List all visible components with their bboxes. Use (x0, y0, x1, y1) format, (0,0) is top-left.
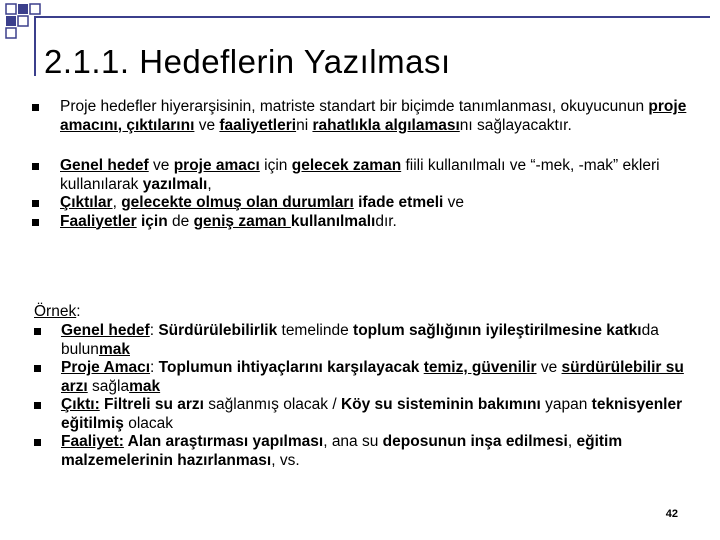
square-bullet-icon (32, 219, 39, 226)
text-segment: Proje hedefler hiyerarşisinin, matriste standart bir biçimde tanımlanması, okuyucunun (60, 98, 649, 115)
text-segment: Genel hedef (61, 322, 150, 339)
top-rule (34, 16, 710, 18)
text-segment: Çıktılar (60, 194, 113, 211)
text-segment: ve (443, 194, 465, 211)
text-segment: proje amacı (173, 157, 260, 174)
text-segment: ve (194, 116, 220, 134)
square-bullet-icon (34, 328, 41, 335)
text-segment: rahatlıkla algılaması (312, 116, 460, 134)
text-segment: Filtreli su arzı (99, 396, 209, 413)
text-segment: gelecek zaman (291, 157, 402, 174)
square-bullet-icon (34, 439, 41, 446)
text-segment: mak (129, 377, 161, 395)
text-segment: sürdürülebilir su arzı (61, 359, 684, 395)
text-segment: , (567, 433, 577, 450)
text-segment: Toplumun ihtiyaçlarını karşılayacak (158, 359, 424, 376)
text-segment: deposunun inşa edilmesi (382, 433, 568, 450)
text-segment: da bulun (61, 322, 659, 358)
square-bullet-icon (32, 200, 39, 207)
text-segment: temiz, güvenilir (423, 359, 537, 376)
text-segment: Çıktı: (61, 396, 100, 413)
corner-squares-icon (0, 0, 60, 40)
text-segment: Faaliyet: (61, 433, 124, 450)
text-segment: eğitim malzemelerinin hazırlanması (61, 433, 623, 469)
left-rule (34, 16, 36, 76)
text-segment: Genel hedef (60, 157, 149, 174)
text-segment: mak (98, 340, 130, 358)
bullet-item-3 (28, 194, 708, 213)
text-segment: için (259, 157, 292, 174)
text-segment: geniş zaman (193, 212, 291, 230)
text-segment: kullanılmalı (290, 212, 376, 230)
text-segment: sağla (87, 377, 130, 395)
text-segment: ve (536, 359, 562, 376)
text-segment: Proje Amacı (61, 359, 151, 376)
text-segment: için (136, 212, 168, 230)
text-segment: sağlanmış olacak / (208, 396, 341, 413)
text-segment: ni (296, 116, 313, 134)
text-segment: dır. (375, 212, 397, 230)
example-heading (34, 302, 704, 322)
example-item-4 (34, 433, 704, 470)
slide-title: 2.1.1. Hedeflerin Yazılması (44, 43, 451, 80)
example-item-2 (34, 359, 704, 396)
square-bullet-icon (34, 365, 41, 372)
text-segment: yapan (540, 396, 592, 413)
page-number: 42 (665, 508, 678, 520)
example-heading-colon: : (76, 303, 81, 320)
text-segment: gelecekte olmuş olan durumları (121, 194, 354, 211)
bullet-item-4 (28, 213, 708, 232)
text-segment: proje amacını, çıktılarını (60, 98, 687, 134)
example-item-1 (34, 322, 704, 359)
text-segment: fiili kullanılmalı ve “-mek, -mak” ekleri kullanılarak (60, 157, 660, 193)
text-segment: , vs. (271, 451, 300, 469)
text-segment: ve (148, 157, 174, 174)
square-bullet-icon (32, 104, 39, 111)
text-segment: Sürdürülebilirlik (158, 322, 278, 339)
text-segment: Köy su sisteminin bakımını (340, 396, 541, 413)
example-section (34, 302, 704, 470)
text-segment: toplum sağlığının iyileştirilmesine katkı (353, 322, 642, 339)
text-segment: temelinde (277, 322, 354, 339)
bullet-item-2 (28, 157, 708, 194)
text-segment: nı sağlayacaktır. (459, 116, 572, 134)
text-segment: : (150, 359, 159, 376)
text-segment: teknisyenler eğitilmiş (61, 396, 683, 432)
bullet-list (28, 98, 708, 231)
text-segment: , (112, 194, 122, 211)
text-segment: , ana su (323, 433, 383, 450)
text-segment: faaliyetleri (219, 116, 297, 134)
text-segment: ifade etmeli (353, 194, 444, 211)
square-bullet-icon (32, 163, 39, 170)
text-segment: olacak (123, 414, 174, 432)
square-bullet-icon (34, 402, 41, 409)
example-heading-label: Örnek (34, 303, 77, 320)
text-segment: , (207, 175, 212, 193)
text-segment: yazılmalı (142, 175, 208, 193)
text-segment: Faaliyetler (60, 212, 137, 230)
example-item-3 (34, 396, 704, 433)
text-segment: de (167, 212, 194, 230)
text-segment: : (149, 322, 159, 339)
bullet-item-1 (28, 98, 708, 135)
text-segment: Alan araştırması yapılması (123, 433, 324, 450)
corner-decoration (0, 0, 60, 40)
